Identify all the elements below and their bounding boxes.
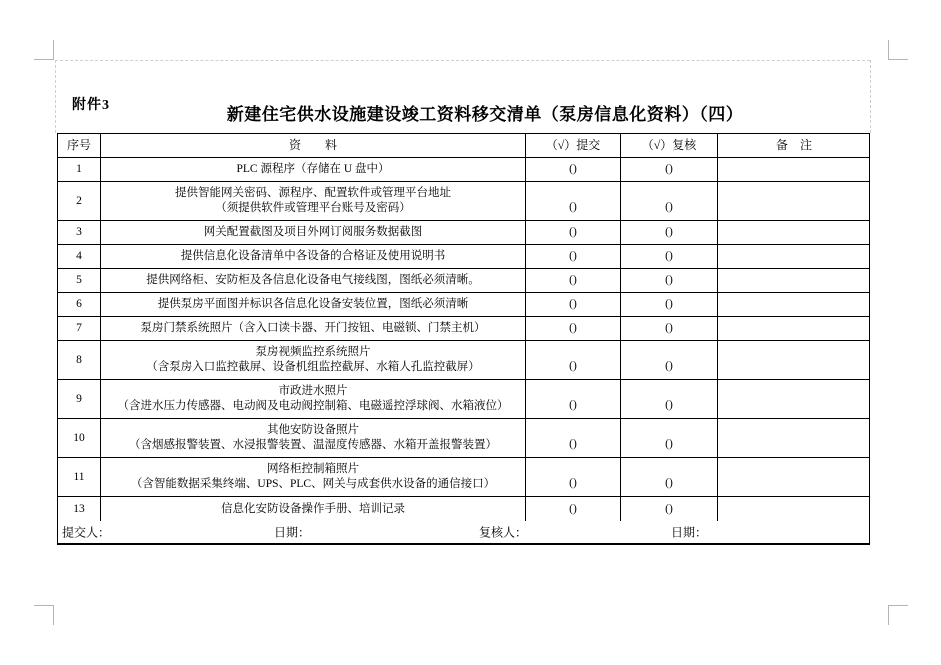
- submit-mark: (): [526, 293, 621, 316]
- review-mark: (): [621, 269, 718, 292]
- row-index: 7: [58, 317, 101, 340]
- table-header-row: [58, 134, 869, 158]
- material-line: 网关配置截图及项目外网订阅服务数据截图: [203, 226, 423, 238]
- table-row: [58, 245, 869, 269]
- table-row: [58, 221, 869, 245]
- submit-mark: (): [526, 341, 621, 379]
- material-line: 网络柜控制箱照片: [267, 463, 359, 475]
- row-material: [101, 458, 526, 496]
- table-row: [58, 158, 869, 182]
- header-submit: （√）提交: [526, 134, 621, 157]
- row-material: [101, 269, 526, 292]
- review-mark: (): [621, 158, 718, 181]
- table-row: [58, 182, 869, 221]
- row-index: 3: [58, 221, 101, 244]
- review-mark: (): [621, 245, 718, 268]
- table-row: [58, 293, 869, 317]
- remark-cell: [718, 182, 870, 220]
- crop-mark-bottom-left: [34, 605, 54, 625]
- row-material: [101, 245, 526, 268]
- reviewer-label: 复核人：: [479, 525, 528, 540]
- header-material: 资 料: [101, 134, 526, 157]
- table-row: [58, 341, 869, 380]
- text-boundary-top: [55, 60, 870, 61]
- remark-cell: [718, 419, 870, 457]
- remark-cell: [718, 158, 870, 181]
- submit-mark: (): [526, 221, 621, 244]
- row-index: 8: [58, 341, 101, 379]
- header-review: （√）复核: [621, 134, 718, 157]
- table-row: [58, 419, 869, 458]
- row-material: [101, 341, 526, 379]
- page-title: 新建住宅供水设施建设竣工资料移交清单（泵房信息化资料）（四）: [226, 105, 744, 124]
- row-material: [101, 221, 526, 244]
- material-line: （含进水压力传感器、电动阀及电动阀控制箱、电磁遥控浮球阀、水箱液位）: [117, 400, 509, 412]
- submit-mark: (): [526, 182, 621, 220]
- remark-cell: [718, 380, 870, 418]
- review-mark: (): [621, 221, 718, 244]
- checklist-table: [57, 133, 870, 545]
- submitter-label: 提交人：: [62, 525, 111, 540]
- submit-mark: (): [526, 380, 621, 418]
- table-row: [58, 269, 869, 293]
- row-index: 9: [58, 380, 101, 418]
- row-material: [101, 497, 526, 521]
- remark-cell: [718, 497, 870, 521]
- submit-mark: (): [526, 317, 621, 340]
- material-line: PLC 源程序（存储在 U 盘中）: [236, 163, 390, 175]
- submit-date-label: 日期：: [274, 525, 311, 540]
- review-mark: (): [621, 380, 718, 418]
- attachment-label: 附件3: [72, 98, 110, 113]
- row-index: 1: [58, 158, 101, 181]
- text-boundary-left: [55, 60, 56, 133]
- submit-mark: (): [526, 269, 621, 292]
- row-material: [101, 380, 526, 418]
- remark-cell: [718, 221, 870, 244]
- row-index: 13: [58, 497, 101, 521]
- remark-cell: [718, 341, 870, 379]
- remark-cell: [718, 269, 870, 292]
- review-date-label: 日期：: [671, 525, 708, 540]
- table-row: [58, 380, 869, 419]
- remark-cell: [718, 458, 870, 496]
- table-row: [58, 317, 869, 341]
- material-line: （含烟感报警装置、水浸报警装置、温湿度传感器、水箱开盖报警装置）: [129, 439, 497, 451]
- table-row: [58, 497, 869, 521]
- row-index: 4: [58, 245, 101, 268]
- row-index: 5: [58, 269, 101, 292]
- material-line: 泵房门禁系统照片（含入口读卡器、开门按钮、电磁锁、门禁主机）: [140, 322, 486, 334]
- material-line: 提供泵房平面图并标识各信息化设备安装位置，图纸必须清晰: [157, 298, 469, 310]
- submit-mark: (): [526, 245, 621, 268]
- row-index: 2: [58, 182, 101, 220]
- material-line: 提供网络柜、安防柜及各信息化设备电气接线图，图纸必须清晰。: [146, 274, 480, 286]
- review-mark: (): [621, 182, 718, 220]
- row-material: [101, 317, 526, 340]
- submit-mark: (): [526, 419, 621, 457]
- material-line: 信息化安防设备操作手册、培训记录: [221, 502, 405, 515]
- remark-cell: [718, 293, 870, 316]
- header-remark: 备 注: [775, 138, 812, 152]
- material-line: （须提供软件或管理平台账号及密码）: [215, 202, 411, 214]
- submit-mark: (): [526, 497, 621, 521]
- remark-cell: [718, 245, 870, 268]
- row-material: [101, 158, 526, 181]
- review-mark: (): [621, 341, 718, 379]
- material-line: 市政进水照片: [278, 385, 348, 397]
- review-mark: (): [621, 497, 718, 521]
- row-material: [101, 182, 526, 220]
- row-material: [101, 293, 526, 316]
- review-mark: (): [621, 458, 718, 496]
- row-index: 10: [58, 419, 101, 457]
- submit-mark: (): [526, 158, 621, 181]
- crop-mark-top-right: [888, 40, 908, 60]
- crop-mark-top-left: [34, 40, 54, 60]
- row-index: 6: [58, 293, 101, 316]
- row-material: [101, 419, 526, 457]
- material-line: （含智能数据采集终端、UPS、PLC、网关与成套供水设备的通信接口）: [130, 478, 496, 490]
- material-line: （含泵房入口监控截屏、设备机组监控截屏、水箱人孔监控截屏）: [146, 361, 480, 373]
- row-index: 11: [58, 458, 101, 496]
- review-mark: (): [621, 317, 718, 340]
- material-line: 提供信息化设备清单中各设备的合格证及使用说明书: [180, 250, 446, 262]
- material-line: 其他安防设备照片: [267, 424, 359, 436]
- submit-mark: (): [526, 458, 621, 496]
- review-mark: (): [621, 419, 718, 457]
- material-line: 泵房视频监控系统照片: [255, 346, 371, 358]
- text-boundary-right: [870, 60, 871, 133]
- material-line: 提供智能网关密码、源程序、配置软件或管理平台地址: [175, 187, 451, 199]
- table-body: [58, 158, 869, 521]
- table-footer-row: [58, 521, 869, 543]
- crop-mark-bottom-right: [888, 605, 908, 625]
- header-index: 序号: [58, 134, 101, 157]
- remark-cell: [718, 317, 870, 340]
- review-mark: (): [621, 293, 718, 316]
- table-row: [58, 458, 869, 497]
